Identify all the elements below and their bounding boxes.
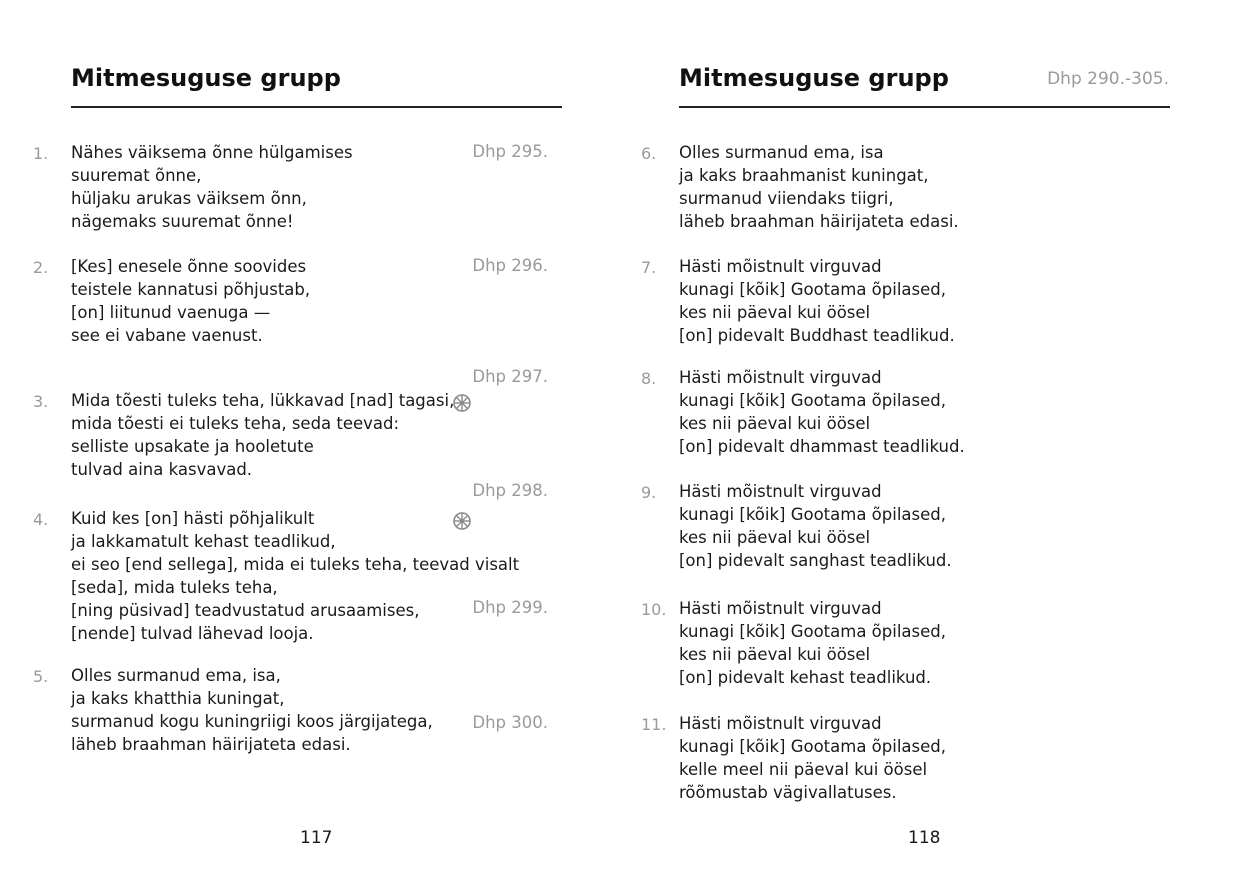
verse-line: [on] pidevalt kehast teadlikud. bbox=[679, 668, 932, 687]
verse-line: Hästi mõistnult virguvad bbox=[679, 482, 882, 501]
verse-number: 11. bbox=[641, 715, 667, 734]
page-title: Mitmesuguse grupp bbox=[679, 64, 949, 92]
verse-line: Olles surmanud ema, isa bbox=[679, 143, 884, 162]
verse-number: 9. bbox=[641, 483, 657, 502]
verse-line: kunagi [kõik] Gootama õpilased, bbox=[679, 622, 946, 641]
verse-line: läheb braahman häirijateta edasi. bbox=[679, 212, 959, 231]
verse-line: [ning püsivad] teadvustatud arusaamises, bbox=[71, 601, 420, 620]
verse-line: kes nii päeval kui öösel bbox=[679, 645, 871, 664]
verse-number: 6. bbox=[641, 144, 657, 163]
dharma-wheel-icon bbox=[452, 511, 472, 531]
verse-line: Hästi mõistnult virguvad bbox=[679, 368, 882, 387]
dhp-reference: Dhp 298. bbox=[472, 481, 548, 500]
verse-line: teistele kannatusi põhjustab, bbox=[71, 280, 311, 299]
verse-line: Hästi mõistnult virguvad bbox=[679, 599, 882, 618]
page-number: 118 bbox=[908, 828, 941, 848]
verse-line: mida tõesti ei tuleks teha, seda teevad: bbox=[71, 414, 400, 433]
verse-line: Nähes väiksema õnne hülgamises bbox=[71, 143, 353, 162]
verse-line: surmanud kogu kuningriigi koos järgijatega, bbox=[71, 712, 433, 731]
verse-lines bbox=[71, 389, 454, 481]
verse-line: kelle meel nii päeval kui öösel bbox=[679, 760, 928, 779]
dhp-reference: Dhp 297. bbox=[472, 367, 548, 386]
right-page bbox=[472, 0, 1241, 875]
verse-lines bbox=[679, 366, 965, 458]
verse-lines bbox=[71, 255, 310, 347]
verse-number: 7. bbox=[641, 258, 657, 277]
verse-line: selliste upsakate ja hooletute bbox=[71, 437, 314, 456]
dhp-reference: Dhp 296. bbox=[472, 256, 548, 275]
verse-lines bbox=[71, 664, 433, 756]
verse-lines bbox=[679, 712, 946, 804]
verse-line: Olles surmanud ema, isa, bbox=[71, 666, 281, 685]
title-rule bbox=[679, 106, 1170, 108]
verse-line: Mida tõesti tuleks teha, lükkavad [nad] tagasi, bbox=[71, 391, 455, 410]
verse-number: 10. bbox=[641, 600, 667, 619]
verse-lines bbox=[679, 141, 959, 233]
verse-line: nägemaks suuremat õnne! bbox=[71, 212, 294, 231]
verse-line: kes nii päeval kui öösel bbox=[679, 303, 871, 322]
verse-line: Hästi mõistnult virguvad bbox=[679, 257, 882, 276]
verse-line: [on] pidevalt Buddhast teadlikud. bbox=[679, 326, 955, 345]
verse-line: [on] pidevalt sanghast teadlikud. bbox=[679, 551, 952, 570]
verse-lines bbox=[679, 255, 955, 347]
verse-line: kes nii päeval kui öösel bbox=[679, 414, 871, 433]
verse-line: kes nii päeval kui öösel bbox=[679, 528, 871, 547]
verse-lines bbox=[679, 480, 952, 572]
verse-line: [on] liitunud vaenuga — bbox=[71, 303, 271, 322]
verse-number: 1. bbox=[33, 144, 49, 163]
verse-line: tulvad aina kasvavad. bbox=[71, 460, 253, 479]
dharma-wheel-icon bbox=[452, 393, 472, 413]
verse-line: hüljaku arukas väiksem õnn, bbox=[71, 189, 307, 208]
verse-line: ei seo [end sellega], mida ei tuleks teha, teevad visalt bbox=[71, 555, 520, 574]
verse-number: 2. bbox=[33, 258, 49, 277]
verse-line: kunagi [kõik] Gootama õpilased, bbox=[679, 280, 946, 299]
verse-line: suuremat õnne, bbox=[71, 166, 202, 185]
verse-line: kunagi [kõik] Gootama õpilased, bbox=[679, 505, 946, 524]
verse-lines bbox=[71, 141, 353, 233]
page-title: Mitmesuguse grupp bbox=[71, 64, 341, 92]
verse-line: kunagi [kõik] Gootama õpilased, bbox=[679, 737, 946, 756]
verse-number: 8. bbox=[641, 369, 657, 388]
verse-line: rõõmustab vägivallatuses. bbox=[679, 783, 897, 802]
verse-line: [seda], mida tuleks teha, bbox=[71, 578, 278, 597]
verse-line: [on] pidevalt dhammast teadlikud. bbox=[679, 437, 965, 456]
verse-line: läheb braahman häirijateta edasi. bbox=[71, 735, 351, 754]
verse-line: ja kaks khatthia kuningat, bbox=[71, 689, 285, 708]
verse-line: ja kaks braahmanist kuningat, bbox=[679, 166, 929, 185]
dhp-reference: Dhp 295. bbox=[472, 142, 548, 161]
verse-line: Hästi mõistnult virguvad bbox=[679, 714, 882, 733]
verse-number: 5. bbox=[33, 667, 49, 686]
verse-line: see ei vabane vaenust. bbox=[71, 326, 263, 345]
verse-line: kunagi [kõik] Gootama õpilased, bbox=[679, 391, 946, 410]
verse-line: [Kes] enesele õnne soovides bbox=[71, 257, 307, 276]
verse-line: surmanud viiendaks tiigri, bbox=[679, 189, 894, 208]
verse-number: 3. bbox=[33, 392, 49, 411]
dhp-reference: Dhp 300. bbox=[472, 713, 548, 732]
verse-range: Dhp 290.-305. bbox=[1047, 69, 1169, 89]
dhp-reference: Dhp 299. bbox=[472, 598, 548, 617]
verse-lines bbox=[679, 597, 946, 689]
verse-number: 4. bbox=[33, 510, 49, 529]
page-number: 117 bbox=[300, 828, 333, 848]
verse-line: Kuid kes [on] hästi põhjalikult bbox=[71, 509, 315, 528]
left-page bbox=[0, 0, 620, 875]
title-rule bbox=[71, 106, 562, 108]
verse-line: [nende] tulvad lähevad looja. bbox=[71, 624, 314, 643]
verse-line: ja lakkamatult kehast teadlikud, bbox=[71, 532, 336, 551]
